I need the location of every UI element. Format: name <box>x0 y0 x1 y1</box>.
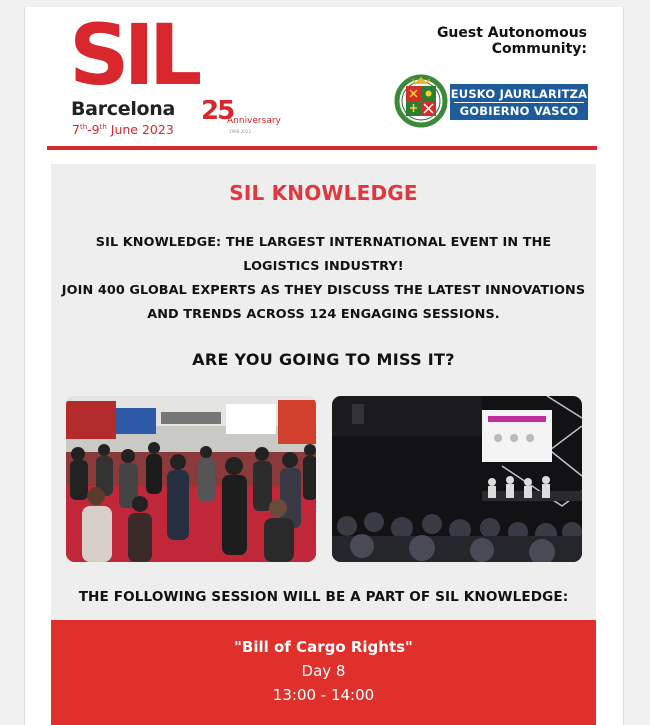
intro-line-2: JOIN 400 GLOBAL EXPERTS AS THEY DISCUSS THE LATEST INNOVATIONS AND TRENDS ACROSS 124 ENGAGING SESSIONS. <box>61 283 586 322</box>
following-session-heading: THE FOLLOWING SESSION WILL BE A PART OF SIL KNOWLEDGE: <box>78 589 569 605</box>
intro-line-1: SIL KNOWLEDGE: THE LARGEST INTERNATIONAL EVENT IN THE LOGISTICS INDUSTRY! <box>95 235 552 274</box>
event-dates-sup2: th <box>99 122 107 131</box>
logo-anniversary-number: 25 <box>201 96 234 126</box>
intro-text <box>61 231 586 327</box>
exhibition-crowd-photo[interactable] <box>66 396 316 562</box>
basque-coat-of-arms-icon <box>392 72 450 128</box>
session-time: 13:00 - 14:00 <box>272 686 375 704</box>
knowledge-panel <box>51 164 596 725</box>
panel-title: SIL KNOWLEDGE <box>229 181 418 205</box>
logo-anniversary-label: Anniversary <box>227 116 281 126</box>
event-dates-day2: -9 <box>87 122 100 137</box>
sil-barcelona-logo[interactable] <box>69 6 299 144</box>
basque-government-wordmark <box>450 84 588 120</box>
logo-anniversary-years: 1998-2023 <box>229 129 251 134</box>
partner-name-basque: EUSKO JAURLARITZA <box>450 87 588 101</box>
partner-name-spanish: GOBIERNO VASCO <box>459 104 579 118</box>
session-day: Day 8 <box>301 662 346 680</box>
logo-city: Barcelona <box>71 98 176 120</box>
event-dates-sup1: th <box>79 122 88 131</box>
header-divider <box>47 146 597 150</box>
session-title: "Bill of Cargo Rights" <box>234 638 413 656</box>
guest-community-label: Guest Autonomous Community: <box>436 25 587 57</box>
question-heading: ARE YOU GOING TO MISS IT? <box>192 350 455 369</box>
event-dates-day1: 7 <box>72 122 80 137</box>
event-dates-rest: June 2023 <box>106 122 174 137</box>
event-dates <box>72 122 174 137</box>
conference-stage-photo[interactable] <box>332 396 582 562</box>
wordmark-divider <box>454 102 584 103</box>
logo-wordmark: SIL <box>69 6 197 104</box>
exhibition-crowd-image <box>66 396 316 562</box>
email-body <box>24 7 624 725</box>
conference-stage-image <box>332 396 582 562</box>
basque-government-logo[interactable] <box>392 72 590 128</box>
session-card[interactable] <box>51 620 596 725</box>
